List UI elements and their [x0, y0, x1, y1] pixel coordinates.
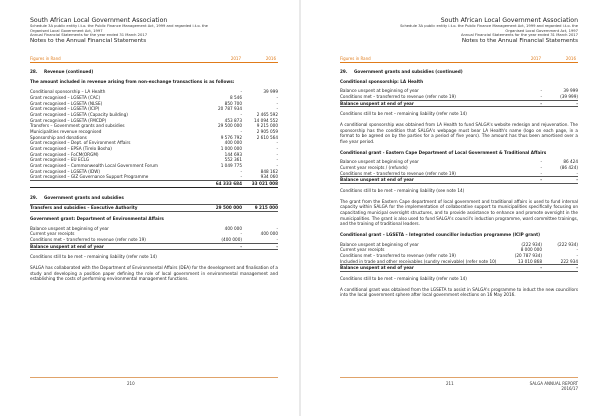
value-2016: - — [276, 95, 278, 101]
amount-header-bar — [30, 56, 278, 63]
value-2017: - — [540, 94, 542, 100]
la-total-row — [340, 100, 578, 108]
dea-subheading: Government grant: Department of Environmental Affairs — [30, 216, 164, 222]
row-label: Balance unspent at end of year — [340, 177, 414, 183]
table-row — [340, 171, 578, 177]
right-header — [318, 17, 578, 45]
value-2016: 2 905 059 — [256, 129, 278, 135]
value-2017: 400 000 — [224, 140, 242, 146]
value-2017: - — [540, 265, 542, 271]
page-number: 210 — [127, 381, 135, 386]
footer-rule — [340, 377, 578, 378]
value-2017: - — [540, 170, 542, 176]
value-2017: 850 700 — [224, 100, 242, 106]
ec-total-row — [340, 176, 578, 184]
header-line-3: Annual Financial Statements for the year ended 31 March 2017 — [30, 33, 148, 38]
row-label: Grant recognised – LGSETA (FMCDP) — [30, 117, 107, 123]
row-label: Grant recognised – LGSETA (NLSE) — [30, 100, 103, 106]
value-2017: - — [540, 88, 542, 94]
value-2016: 9 215 000 — [256, 123, 278, 129]
row-label: Transfers and subsidies – Executive Authority — [30, 205, 138, 211]
table-row — [30, 174, 278, 180]
value-2016: - — [276, 243, 278, 249]
left-header — [30, 17, 280, 45]
row-label: Grant recognised – LGSETA (IDW) — [30, 168, 101, 174]
value-2016: 2 610 564 — [256, 134, 278, 140]
report-title: SALGA ANNUAL REPORT — [529, 381, 578, 386]
value-2016: - — [576, 170, 578, 176]
year-col-2: 2016 — [265, 56, 276, 61]
notes-title: Notes to the Annual Financial Statements — [461, 38, 578, 44]
row-label: Grant recognised – Commonwealth Local Government Forum — [30, 163, 159, 169]
value-2017: 29 500 000 — [218, 123, 242, 129]
value-2017: - — [240, 231, 242, 237]
section-heading — [340, 69, 578, 75]
page-number: 211 — [446, 381, 454, 386]
value-2017: 144 693 — [224, 151, 242, 157]
value-2016: - — [276, 106, 278, 112]
row-label: Conditions met – transferred to revenue (refer note 19) — [340, 253, 456, 259]
value-2016: 848 162 — [260, 168, 278, 174]
row-label: Balance unspent at end of year — [30, 243, 104, 249]
value-2016: 2 465 592 — [256, 112, 278, 118]
section-heading — [30, 69, 278, 75]
header-line-1: Schedule 3A public entity i.t.o. the Public Finance Management Act, 1999 and regarded i.t.o. the — [400, 24, 578, 29]
row-label: Balance unspent at end of year — [340, 265, 414, 271]
row-label: Conditions met – transferred to revenue (refer note 19) — [30, 237, 146, 243]
value-2017: - — [240, 174, 242, 180]
value-2016: - — [276, 100, 278, 106]
row-label: Conditions met – transferred to revenue (refer note 19) — [340, 94, 456, 100]
section-number: 28. — [30, 69, 38, 74]
value-2016: - — [576, 265, 578, 271]
value-2016: - — [276, 146, 278, 152]
row-label: Sponsorship and donations — [30, 134, 87, 140]
row-label: Current year receipts — [30, 231, 75, 237]
value-2016: - — [576, 100, 578, 106]
value-2017: 8 000 000 — [520, 247, 542, 253]
section-title: Government grants and subsidies (continued) — [354, 69, 463, 74]
value-2017: - — [540, 100, 542, 106]
dea-conditions-note: Conditions still to be met – remaining liability (refer note 14) — [30, 254, 157, 260]
value-2016: - — [276, 157, 278, 163]
row-label: Current year receipts — [340, 247, 385, 253]
row-label: Grant recognised – EPSA (Tirelo Bosha) — [30, 146, 112, 152]
value-2016: - — [576, 253, 578, 259]
value-2017: 1 049 775 — [220, 163, 242, 169]
section-number: 29. — [30, 194, 38, 200]
org-title: South African Local Government Association — [440, 17, 578, 24]
icip-total-row — [340, 264, 578, 272]
value-2017: 1 000 000 — [220, 146, 242, 152]
row-label: Grant recognised – LGSETA (ICIP) — [30, 106, 100, 112]
row-label: Balance unspent at end of year — [340, 100, 414, 106]
footer-rule — [30, 377, 278, 378]
value-2016: - — [276, 163, 278, 169]
row-label: Balance unspent at beginning of year — [340, 159, 419, 165]
icip-table — [340, 242, 578, 265]
row-label: Grant recognised – LGSETA (Capacity building) — [30, 112, 128, 118]
value-2016: - — [576, 247, 578, 253]
dea-total-row — [30, 243, 278, 251]
value-2017: - — [540, 177, 542, 183]
value-2016: 9 215 000 — [254, 205, 278, 211]
row-label: Balance unspent at beginning of year — [340, 241, 419, 247]
value-2016: 39 999 — [563, 88, 578, 94]
year-col-1: 2017 — [230, 56, 241, 61]
figures-label: Figures in Rand — [30, 56, 61, 61]
value-2017: - — [540, 165, 542, 171]
value-2016: 14 094 552 — [254, 117, 278, 123]
row-label: Grant recognised – GIZ Governance Support Programme — [30, 174, 149, 180]
row-label: Current year receipts / (refunds) — [340, 165, 408, 171]
value-2017: 453 873 — [224, 117, 242, 123]
la-paragraph: A conditional sponsorship was obtained from LA Health to fund SALGA's website redesign and rejuvenation. The sponsorship has the condition that SALGA's webpage must bear LA Health's name (logo on each page, in a format to be agreed on by the parties for a period of five years). The amount has thus been amortised over a five year period. — [340, 122, 578, 145]
section-heading — [30, 195, 278, 201]
report-year: 2016/17 — [561, 386, 578, 392]
value-2017: - — [540, 159, 542, 165]
figures-label: Figures in Rand — [340, 56, 371, 61]
revenue-intro: The amount included in revenue arising from non-exchange transactions is as follows: — [30, 78, 235, 84]
revenue-table — [30, 89, 278, 180]
la-subheading: Conditional sponsorship: LA Health — [340, 78, 424, 84]
value-2016: - — [276, 140, 278, 146]
value-2017: 20 787 934 — [218, 106, 242, 112]
value-2017: (222 934) — [521, 241, 542, 247]
value-2016: - — [576, 177, 578, 183]
la-table — [340, 88, 578, 99]
section-title: Revenue (continued) — [44, 69, 94, 74]
row-label: Grant recognised – EU ECLG — [30, 157, 90, 163]
ec-subheading: Conditional grant - Eastern Cape Department of Local Government & Traditional Affairs — [340, 149, 547, 155]
year-col-2: 2016 — [565, 56, 576, 61]
row-label: Grant recognised – FoCM(ORGM) — [30, 151, 99, 157]
value-2017: 9 576 792 — [220, 134, 242, 140]
header-line-2: Organised Local Government Act, 1997 — [505, 28, 578, 33]
value-2017: - — [240, 112, 242, 118]
ec-paragraph: The grant from the Eastern Cape department of local government and traditional affairs is used to fund internal capacity within SALGA for the implementation of collaborative support to municipalities specifically focusing on capacitating municipal oversight structures, and to provide assistance to enhance and promote oversight in the municipalities. The grant is also used to fund SALGA's council's induction programme, ward committee trainings, and the training of traditional leaders. — [340, 198, 578, 227]
value-2017: - — [240, 243, 242, 249]
value-2016: 39 999 — [263, 89, 278, 95]
left-content — [30, 69, 278, 287]
report-label — [530, 381, 578, 391]
header-line-2: Organised Local Government Act, 1997 — [30, 28, 103, 33]
row-label: Included in trade and other receivables (sundry receivable) (refer note 10) — [340, 258, 497, 264]
transfers-row — [30, 204, 278, 212]
la-conditions-note: Conditions still to be met – remaining liability (refer note 14) — [340, 111, 467, 117]
table-row — [30, 237, 278, 243]
row-label: Balance unspent at beginning of year — [340, 88, 419, 94]
ec-table — [340, 159, 578, 176]
revenue-total-row — [30, 180, 278, 188]
value-2016: - — [276, 237, 278, 243]
header-line-1: Schedule 3A public entity i.t.o. the Public Finance Management Act, 1999 and regarded i.t.o. the — [30, 24, 208, 29]
row-label: Grant recognised – Dept. of Environment Affairs — [30, 140, 131, 146]
value-2016: (39 999) — [560, 94, 578, 100]
value-2016: 400 000 — [260, 231, 278, 237]
table-row — [340, 259, 578, 265]
right-page — [300, 0, 600, 416]
header-line-3: Annual Financial Statements for the year ended 31 March 2017 — [460, 33, 578, 38]
notes-title: Notes to the Annual Financial Statements — [30, 38, 147, 44]
row-label: Balance unspent at beginning of year — [30, 225, 109, 231]
value-2016: (222 934) — [557, 241, 578, 247]
row-label: Conditional sponsorship – LA Health — [30, 89, 106, 95]
table-row — [340, 94, 578, 100]
value-2016: - — [276, 151, 278, 157]
value-2017: 13 010 868 — [518, 258, 542, 264]
right-content — [340, 69, 578, 303]
row-label: Conditions met – transferred to revenue (refer note 19) — [340, 170, 456, 176]
value-2016: 86 424 — [563, 159, 578, 165]
dea-paragraph: SALGA has collaborated with the Department of Environmental Affairs (DEA) for the development and finalisation of a study and developing a position paper defining the role of local government in environmental management and establishing the costs of performing environmental management functions. — [30, 265, 278, 282]
value-2016: 934 060 — [260, 174, 278, 180]
value-2017: - — [240, 168, 242, 174]
ec-conditions-note: Conditions still to be met – remaining liability (see note 14) — [340, 188, 465, 194]
section-number: 29. — [340, 69, 348, 74]
value-2017: 552 361 — [224, 157, 242, 163]
org-title: South African Local Government Association — [30, 17, 168, 24]
icip-paragraph: A conditional grant was obtained from the LGSETA to assist in SALGA's programme to induct the new councillors into the local government sphere after local government elections on 16 May 2016. — [340, 286, 578, 298]
value-2017: (20 787 934) — [514, 253, 542, 259]
row-label: Transfers – Government grants and subsidies — [30, 123, 125, 129]
section-title: Government grants and subsidies — [44, 194, 124, 200]
value-2017: 29 500 000 — [215, 205, 242, 211]
total-2016: 33 021 008 — [251, 181, 278, 187]
value-2017: - — [240, 129, 242, 135]
value-2017: 400 000 — [224, 225, 242, 231]
amount-header-bar — [340, 56, 578, 63]
dea-table — [30, 226, 278, 243]
year-col-1: 2017 — [530, 56, 541, 61]
row-label: Grant recognised – LGSETA (CAC) — [30, 95, 101, 101]
value-2017: - — [240, 89, 242, 95]
row-label: Municipalities revenue recognised — [30, 129, 102, 135]
icip-subheading: Conditional grant – LGSETA – Integrated councillor induction programme (ICIP grant) — [340, 232, 540, 238]
value-2017: (400 000) — [221, 237, 242, 243]
icip-conditions-note: Conditions still to be met – remaining liability (refer note 14) — [340, 276, 467, 282]
value-2017: 8 546 — [230, 95, 242, 101]
value-2016: (86 424) — [560, 165, 578, 171]
value-2016: - — [276, 225, 278, 231]
total-2017: 64 333 684 — [215, 181, 242, 187]
value-2016: 222 934 — [560, 258, 578, 264]
